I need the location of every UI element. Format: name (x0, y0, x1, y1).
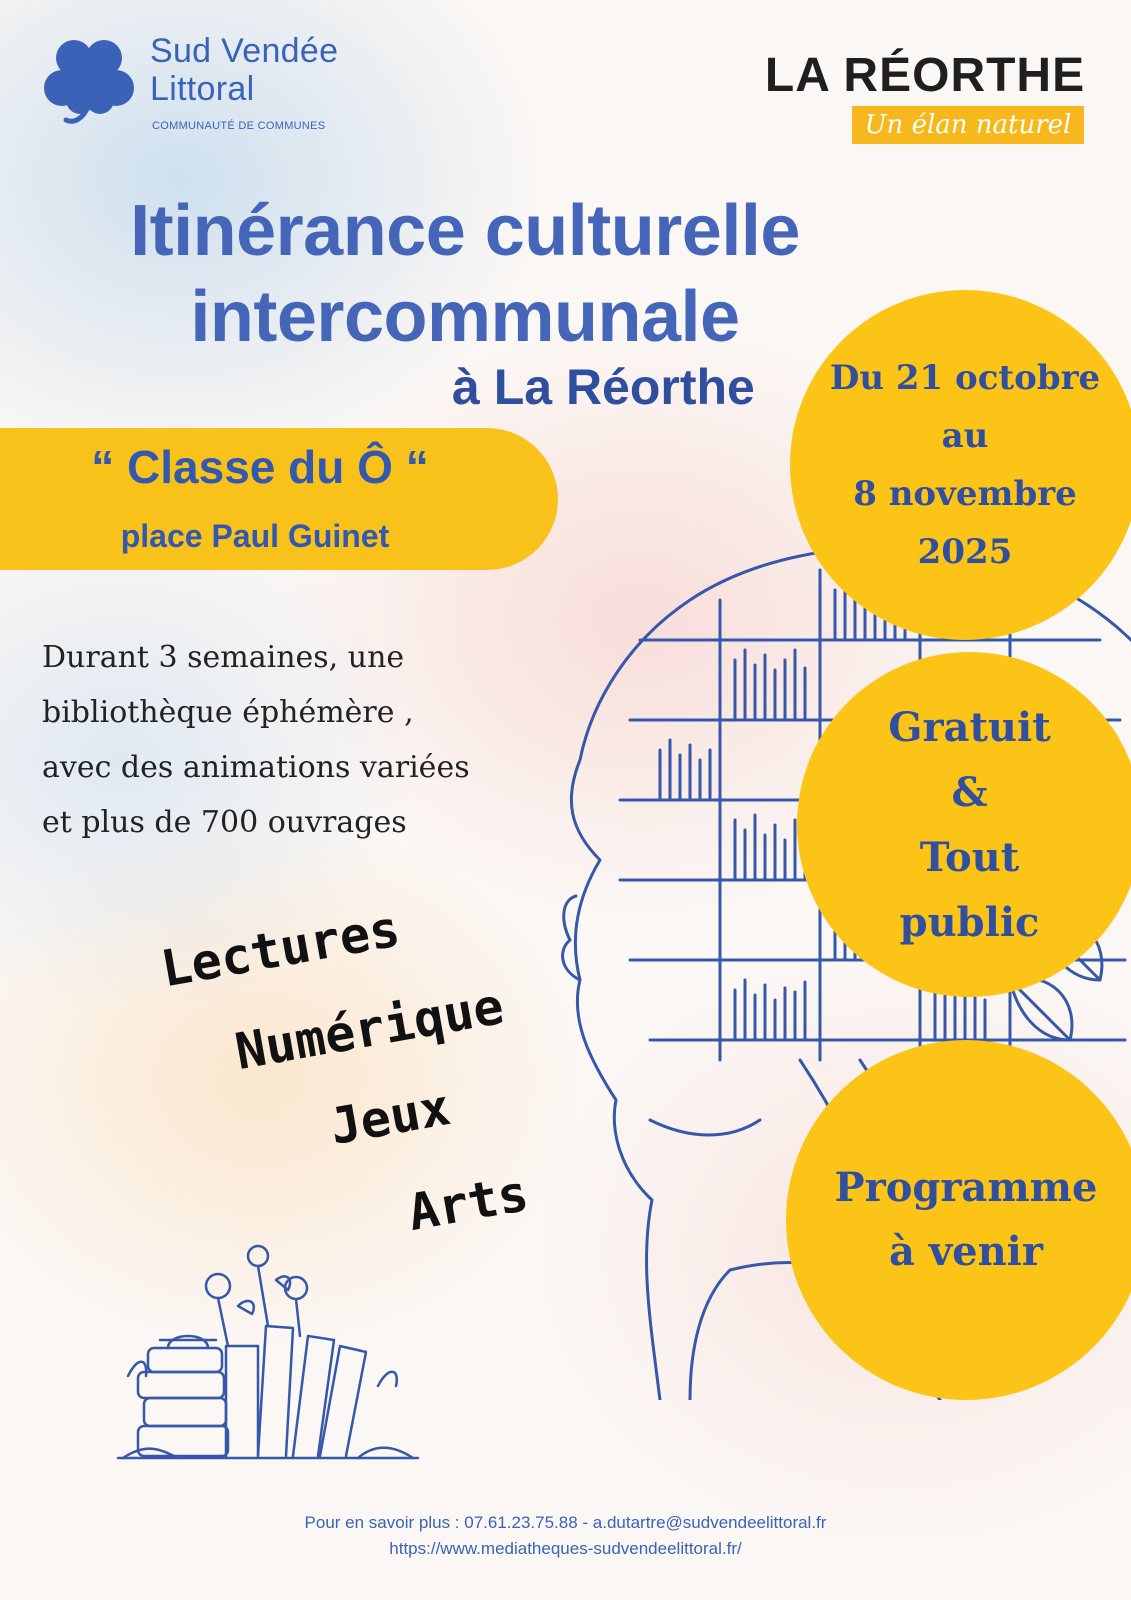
svl-line2: Littoral (150, 70, 255, 108)
svl-subtitle: COMMUNAUTÉ DE COMMUNES (152, 120, 326, 132)
pricing-line: Gratuit (888, 703, 1051, 751)
activity-numerique: Numérique (231, 976, 508, 1082)
activity-arts: Arts (403, 1163, 533, 1243)
description-line: bibliothèque éphémère , (42, 695, 414, 730)
footer-contact[interactable]: Pour en savoir plus : 07.61.23.75.88 - a.dutartre@sudvendeelittoral.fr (304, 1513, 827, 1532)
dates-circle (790, 290, 1131, 640)
program-line: à venir (889, 1228, 1043, 1275)
description (42, 630, 562, 850)
location-line: à La Réorthe (452, 359, 755, 415)
pricing-line: public (899, 898, 1040, 946)
venue-address: place Paul Guinet (120, 518, 390, 554)
dates-line: au (941, 416, 989, 456)
main-title (30, 188, 900, 360)
pricing-line: & (951, 768, 988, 816)
footer-website-link[interactable]: https://www.mediatheques-sudvendeelittoral.fr/ (389, 1539, 742, 1558)
svl-name (150, 32, 338, 108)
description-line: avec des animations variées (42, 750, 470, 785)
activity-lectures: Lectures (156, 899, 405, 999)
reorthe-tagline: Un élan naturel (852, 106, 1084, 144)
svl-line1: Sud Vendée (150, 32, 339, 70)
description-line: et plus de 700 ouvrages (42, 805, 407, 840)
dates-line: 2025 (917, 532, 1013, 572)
dates-line: Du 21 octobre (829, 358, 1101, 398)
dates-line: 8 novembre (853, 474, 1077, 514)
title-line1: Itinérance culturelle (130, 191, 800, 271)
pricing-line: Tout (919, 833, 1020, 881)
reorthe-logo-name: LA RÉORTHE (764, 49, 1086, 102)
title-line2: intercommunale (190, 277, 740, 357)
program-circle (786, 1040, 1131, 1400)
description-line: Durant 3 semaines, une (42, 640, 405, 675)
books-flowers-illustration (108, 1236, 428, 1466)
venue-name: “ Classe du Ô “ (91, 441, 429, 493)
footer (0, 1510, 1131, 1562)
program-line: Programme (834, 1164, 1098, 1211)
clover-logo-icon (40, 36, 146, 132)
pricing-circle (797, 652, 1131, 997)
activity-jeux: Jeux (325, 1077, 455, 1157)
